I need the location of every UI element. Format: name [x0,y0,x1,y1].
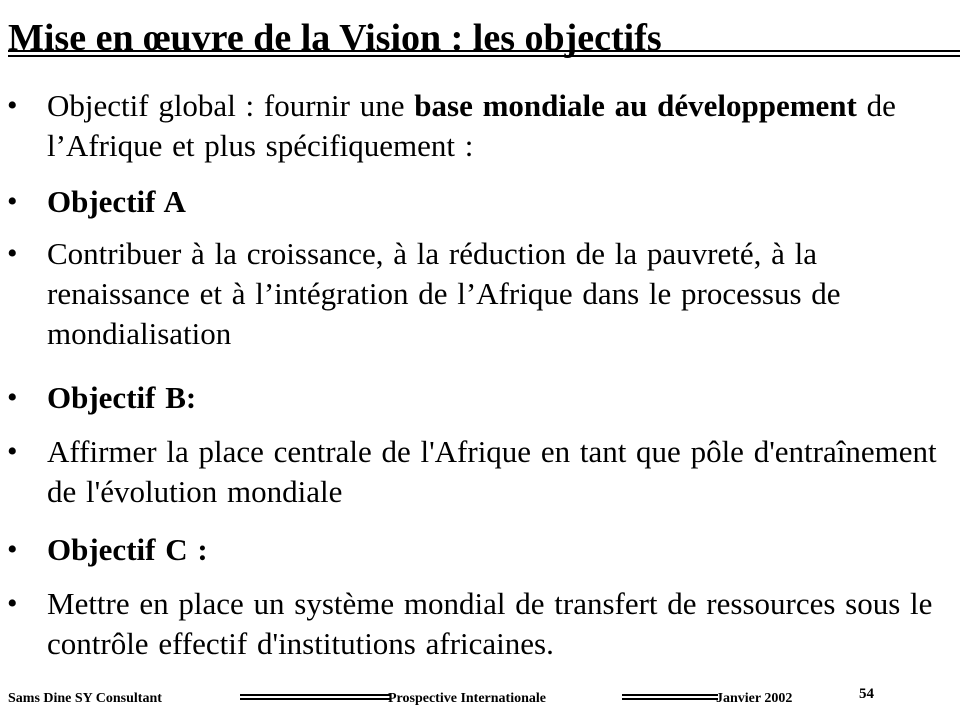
bullet-text: Mettre en place un système mondial de transfert de ressources sous le contrôle effectif d'institutions africaines. [47,586,933,661]
bullet-marker: • [7,185,18,218]
footer-divider [240,694,390,700]
bullet-text: Affirmer la place centrale de l'Afrique en tant que pôle d'entraînement de l'évolution mondiale [47,434,937,509]
bullet-marker: • [7,533,18,566]
bullet-marker: • [7,237,18,270]
slide-title: Mise en œuvre de la Vision : les objectifs [8,17,662,59]
text-segment: Objectif global : fournir une [47,88,415,123]
footer-title: Prospective Internationale [388,691,546,706]
page-number: 54 [859,686,874,702]
footer-date: Janvier 2002 [716,691,793,706]
bullet-marker: • [7,89,18,122]
title-underline [8,50,960,57]
bullet-text: Objectif C : [47,532,208,567]
slide-footer [0,686,960,710]
bullet-text: Objectif A [47,184,186,219]
bullet-text: Objectif B: [47,380,197,415]
footer-author: Sams Dine SY Consultant [8,691,162,706]
text-segment: de l’Afrique et plus spécifiquement : [47,88,896,163]
bullet-marker: • [7,435,18,468]
bullet-marker: • [7,381,18,414]
text-segment-bold: base mondiale au développement [414,88,857,123]
bullet-text [47,86,952,166]
footer-divider [622,694,718,700]
bullet-marker: • [7,587,18,620]
bullet-text: Contribuer à la croissance, à la réduction de la pauvreté, à la renaissance et à l’intégration de l’Afrique dans le processus de mondialisation [47,236,841,351]
